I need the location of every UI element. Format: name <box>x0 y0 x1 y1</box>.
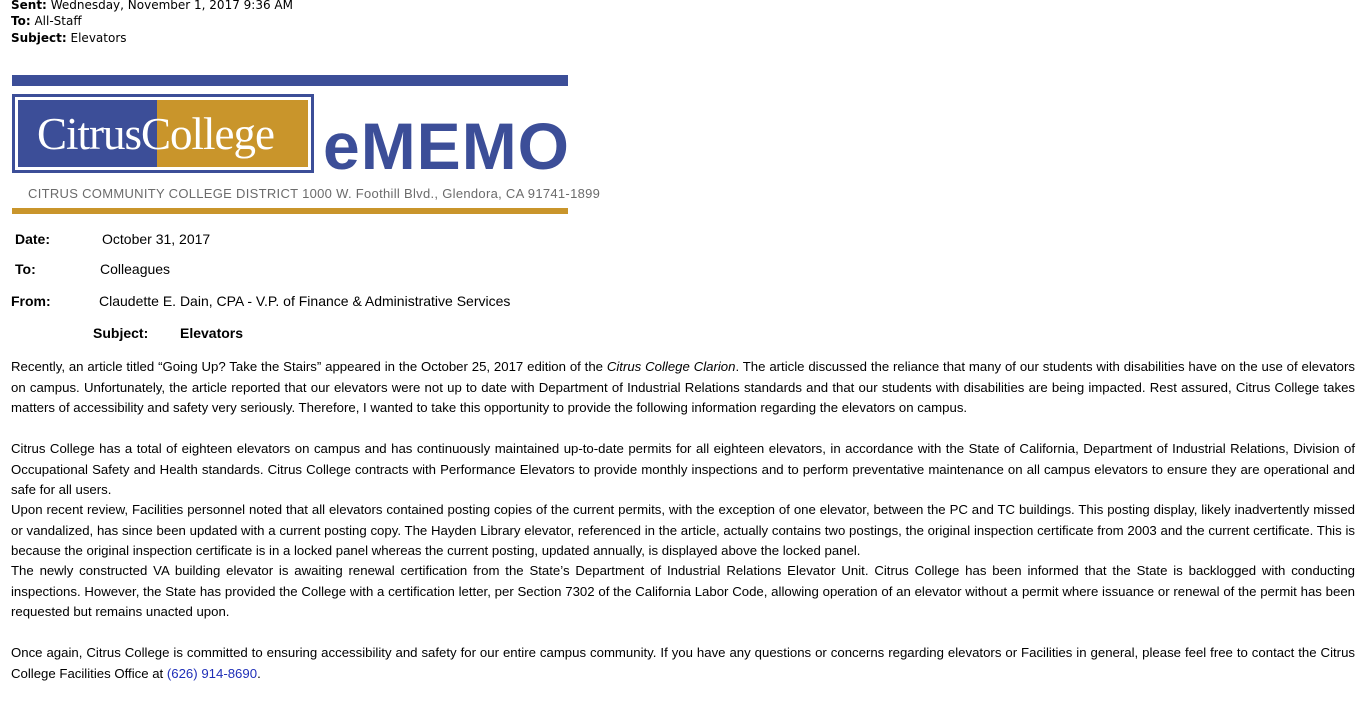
body-paragraph-2: Citrus College has a total of eighteen elevators on campus and has continuously maintained up-to-date permits for all eighteen elevators, in accordance with the State of California, Department of Industrial Relations, Division of Occupational Safety and Health standards. Citrus College contracts with Performance Elevators to provide monthly inspections and to perform preventative maintenance on all campus elevators to ensure they are operational and safe for all users. <box>11 441 1355 497</box>
facilities-phone-link[interactable]: (626) 914-8690 <box>166 665 258 681</box>
email-subject-label: Subject: <box>11 31 67 45</box>
memo-from-value: Claudette E. Dain, CPA - V.P. of Finance & Administrative Services <box>99 293 511 309</box>
memo-date-value: October 31, 2017 <box>102 231 211 247</box>
email-to-label: To: <box>11 14 31 28</box>
banner-top-bar <box>12 75 568 86</box>
memo-from-label: From: <box>11 293 51 309</box>
memo-to-label: To: <box>15 261 36 277</box>
memo-subject-value: Elevators <box>180 325 244 341</box>
district-address: CITRUS COMMUNITY COLLEGE DISTRICT 1000 W. Foothill Blvd., Glendora, CA 91741-1899 <box>28 186 601 201</box>
banner-bottom-bar <box>12 208 568 214</box>
body-paragraph-4: The newly constructed VA building elevator is awaiting renewal certification from the State’s Department of Industrial Relations Elevator Unit. Citrus College has been informed that the State is backlogged with conducting inspections. However, the State has provided the College with a certification letter, per Section 7302 of the California Labor Code, allowing operation of an elevator without a permit where issuance or renewal of the permit has been requested but remains unacted upon. <box>11 563 1355 619</box>
email-subject-value: Elevators <box>70 31 127 45</box>
body-paragraph-3: Upon recent review, Facilities personnel noted that all elevators contained posting copies of the current permits, with the exception of one elevator, between the PC and TC buildings. This posting display, likely inadvertently missed or vandalized, has since been updated with a current posting copy. The Hayden Library elevator, referenced in the article, actually contains two postings, the original inspection certificate from 2003 and the current certificate. This is because the original inspection certificate is in a locked panel whereas the current posting, updated annually, is displayed above the locked panel. <box>11 502 1355 558</box>
clarion-title: Citrus College Clarion <box>606 359 736 374</box>
body-paragraph-5: Once again, Citrus College is committed to ensuring accessibility and safety for our entire campus community. If you have any questions or concerns regarding elevators or Facilities in general, please feel free to contact the Citrus College Facilities Office at (626) 914-8690. <box>11 645 1355 681</box>
ememo-title: eMEMO <box>323 109 571 183</box>
logo-wordmark: CitrusCollege <box>37 109 274 159</box>
email-to-row <box>11 13 82 29</box>
email-sent-value: Wednesday, November 1, 2017 9:36 AM <box>50 0 293 12</box>
citrus-college-logo <box>12 94 314 173</box>
ememo-banner <box>12 75 601 214</box>
memo-subject-label: Subject: <box>93 325 149 341</box>
body-paragraph-1: Recently, an article titled “Going Up? Take the Stairs” appeared in the October 25, 2017 edition of the Citrus College Clarion. The article discussed the reliance that many of our students with disabilities have on the use of elevators on campus. Unfortunately, the article reported that our elevators were not up to date with Department of Industrial Relations standards and that our students with disabilities are being impacted. Rest assured, Citrus College takes matters of accessibility and safety very seriously. Therefore, I wanted to take this opportunity to provide the following information regarding the elevators on campus. <box>11 359 1356 415</box>
email-sent-row <box>11 0 293 13</box>
memo-date-label: Date: <box>15 231 51 247</box>
email-subject-row <box>11 30 127 46</box>
email-sent-label: Sent: <box>11 0 47 12</box>
email-to-value: All-Staff <box>34 14 82 28</box>
memo-to-value: Colleagues <box>100 261 171 277</box>
